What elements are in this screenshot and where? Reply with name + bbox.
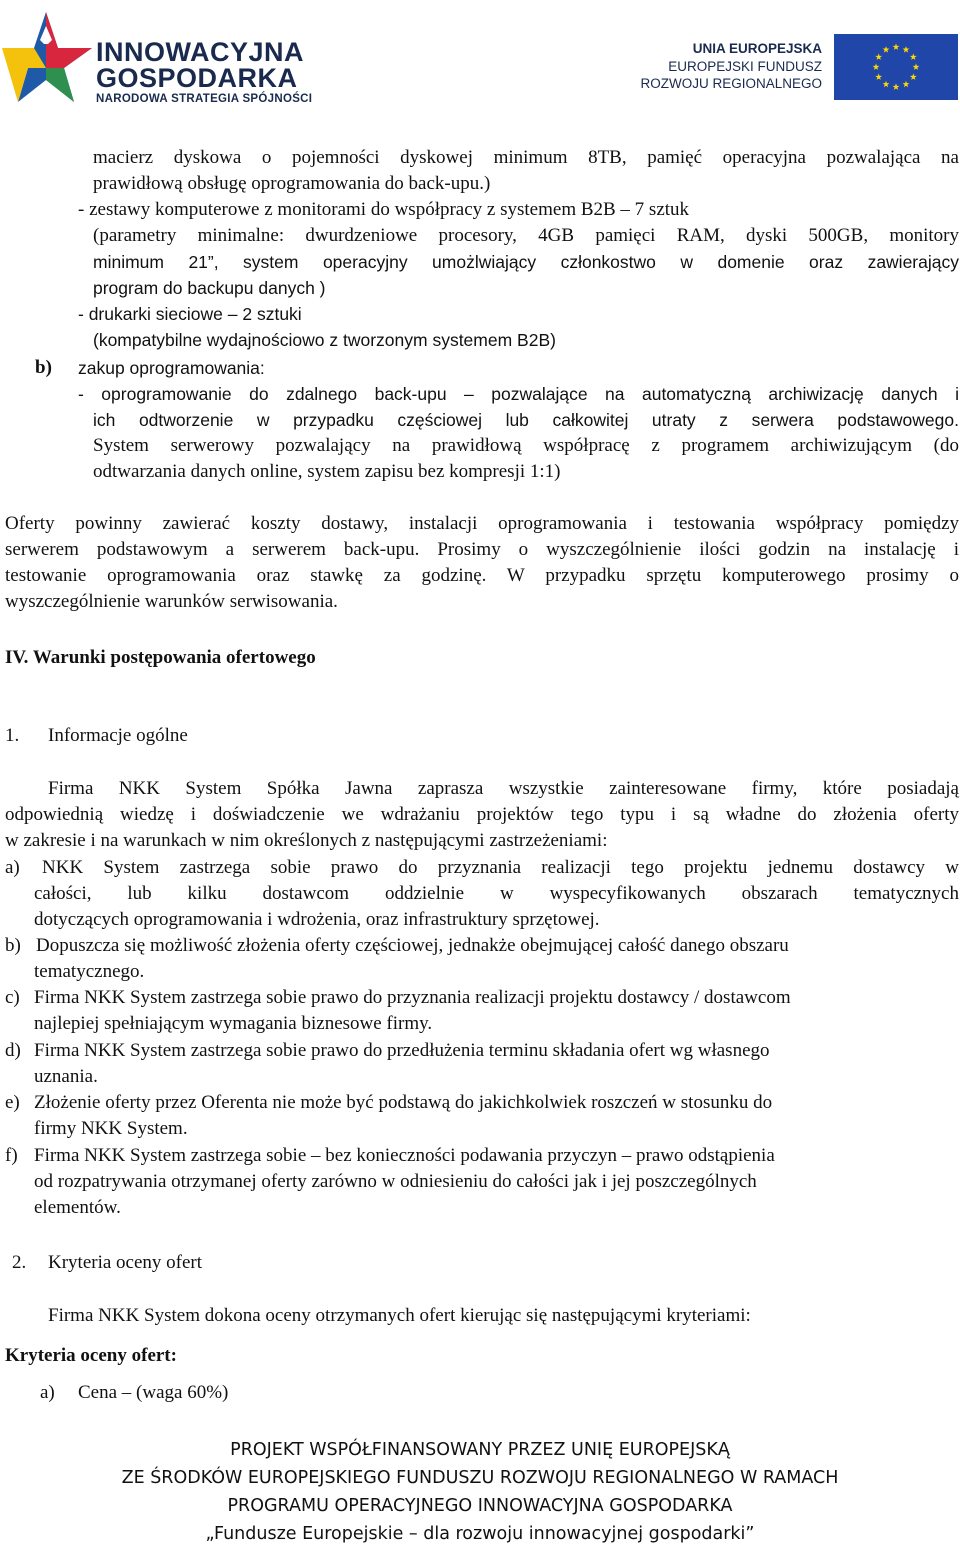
eu-flag-icon (834, 34, 958, 100)
ig-star-emblem-icon (0, 8, 95, 108)
list-marker: a) (40, 1382, 55, 1403)
footer-line: PROGRAMU OPERACYJNEGO INNOWACYJNA GOSPODARKA (227, 1496, 733, 1516)
intro-line: w zakresie i na warunkach w nim określonych z następującymi zastrzeżeniami: (5, 830, 608, 851)
eu-logo (612, 30, 958, 102)
subsection-number: 1. (5, 725, 20, 746)
list-marker: b) (35, 357, 52, 378)
subsection-number: 2. (12, 1252, 27, 1273)
spec-line: minimum 21”, system operacyjny umożlwiający członkostwo w domenie oraz zawierający (93, 252, 959, 272)
eu-title-line2: EUROPEJSKI FUNDUSZ (668, 59, 822, 74)
list-marker: b) (5, 935, 21, 956)
software-line: ich odtworzenie w przypadku częściowej lub całkowitej utraty z serwera podstawowego. (93, 410, 959, 430)
spec-line: - drukarki sieciowe – 2 sztuki (78, 304, 302, 324)
software-title: zakup oprogramowania: (78, 358, 265, 378)
offer-line: Oferty powinny zawierać koszty dostawy, instalacji oprogramowania i testowania współpracy pomiędzy (5, 513, 959, 534)
eu-title-line1: UNIA EUROPEJSKA (692, 41, 822, 56)
eu-title-line3: ROZWOJU REGIONALNEGO (640, 76, 822, 91)
innowacyjna-gospodarka-logo (0, 8, 350, 108)
list-marker: e) (5, 1092, 20, 1113)
spec-line: (parametry minimalne: dwurdzeniowe procesory, 4GB pamięci RAM, dyski 500GB, monitory (93, 225, 959, 246)
list-marker: f) (5, 1145, 18, 1166)
list-item-line: Złożenie oferty przez Oferenta nie może być podstawą do jakichkolwiek roszczeń w stosunku do (34, 1092, 773, 1113)
intro-line: Firma NKK System Spółka Jawna zaprasza wszystkie zainteresowane firmy, które posiadają (48, 778, 959, 799)
list-item-line: Firma NKK System zastrzega sobie prawo do przyznania realizacji projektu dostawcy / dostawcom (34, 987, 791, 1008)
spec-line: program do backupu danych ) (93, 278, 326, 298)
intro-line: odpowiednią wiedzę i doświadczenie we wdrażaniu projektów tego typu i są władne do złożenia oferty (5, 804, 959, 825)
subsection-title: Kryteria oceny ofert (48, 1252, 203, 1273)
list-item-line: Firma NKK System zastrzega sobie prawo do przedłużenia terminu składania ofert wg własnego (34, 1040, 770, 1061)
ig-subtitle: NARODOWA STRATEGIA SPÓJNOŚCI (96, 93, 313, 105)
spec-line: prawidłową obsługę oprogramowania do back-upu.) (93, 173, 491, 194)
list-item-line: firmy NKK System. (34, 1118, 188, 1139)
list-marker: a) (5, 857, 20, 878)
criteria-item: Cena – (waga 60%) (78, 1382, 229, 1403)
spec-line: - zestawy komputerowe z monitorami do współpracy z systemem B2B – 7 sztuk (78, 199, 690, 220)
subsection-title: Informacje ogólne (48, 725, 188, 746)
footer-line: „Fundusze Europejskie – dla rozwoju innowacyjnej gospodarki” (205, 1524, 755, 1544)
list-item-line: od rozpatrywania otrzymanej oferty zarówno w odniesieniu do całości jak i jej poszczególnych (34, 1171, 757, 1192)
footer-line: ZE ŚRODKÓW EUROPEJSKIEGO FUNDUSZU ROZWOJU REGIONALNEGO W RAMACH (121, 1468, 839, 1488)
list-item-line: Dopuszcza się możliwość złożenia oferty częściowej, jednakże obejmującej całość danego obszaru (36, 935, 789, 956)
list-marker: d) (5, 1040, 21, 1061)
offer-line: testowanie oprogramowania oraz stawkę za godzinę. W przypadku sprzętu komputerowego prosimy o (5, 565, 959, 586)
spec-line: macierz dyskowa o pojemności dyskowej minimum 8TB, pamięć operacyjna pozwalająca na (93, 147, 959, 168)
list-item-line: dotyczących oprogramowania i wdrożenia, oraz infrastruktury sprzętowej. (34, 909, 600, 930)
ig-title-line1: INNOWACYJNA (96, 37, 305, 67)
software-line: System serwerowy pozwalający na prawidłową współpracę z programem archiwizującym (do (93, 435, 959, 456)
software-line: odtwarzania danych online, system zapisu bez kompresji 1:1) (93, 461, 561, 482)
list-item-line: uznania. (34, 1066, 98, 1087)
list-marker: c) (5, 987, 20, 1008)
footer-line: PROJEKT WSPÓŁFINANSOWANY PRZEZ UNIĘ EUROPEJSKĄ (230, 1440, 730, 1460)
list-item-line: NKK System zastrzega sobie prawo do przyznania realizacji tego projektu jednemu dostawcy w (42, 857, 959, 878)
list-item-line: elementów. (34, 1197, 121, 1218)
list-item-line: Firma NKK System zastrzega sobie – bez konieczności podawania przyczyn – prawo odstąpienia (34, 1145, 775, 1166)
criteria-intro: Firma NKK System dokona oceny otrzymanych ofert kierując się następującymi kryteriami: (48, 1305, 751, 1326)
list-item-line: tematycznego. (34, 961, 145, 982)
offer-line: serwerem podstawowym a serwerem back-upu. Prosimy o wyszczególnienie ilości godzin na instalację i (5, 539, 959, 560)
list-item-line: najlepiej spełniającym wymagania biznesowe firmy. (34, 1013, 433, 1034)
spec-line: (kompatybilne wydajnościowo z tworzonym systemem B2B) (93, 330, 556, 350)
criteria-heading: Kryteria oceny ofert: (5, 1345, 177, 1366)
software-line: - oprogramowanie do zdalnego back-upu – pozwalające na automatyczną archiwizację danych i (78, 384, 959, 404)
ig-title-line2: GOSPODARKA (96, 63, 298, 93)
offer-line: wyszczególnienie warunków serwisowania. (5, 591, 338, 612)
list-item-line: całości, lub kilku dostawcom oddzielnie w wyspecyfikowanych obszarach tematycznych (34, 883, 959, 904)
section-heading: IV. Warunki postępowania ofertowego (5, 647, 316, 668)
